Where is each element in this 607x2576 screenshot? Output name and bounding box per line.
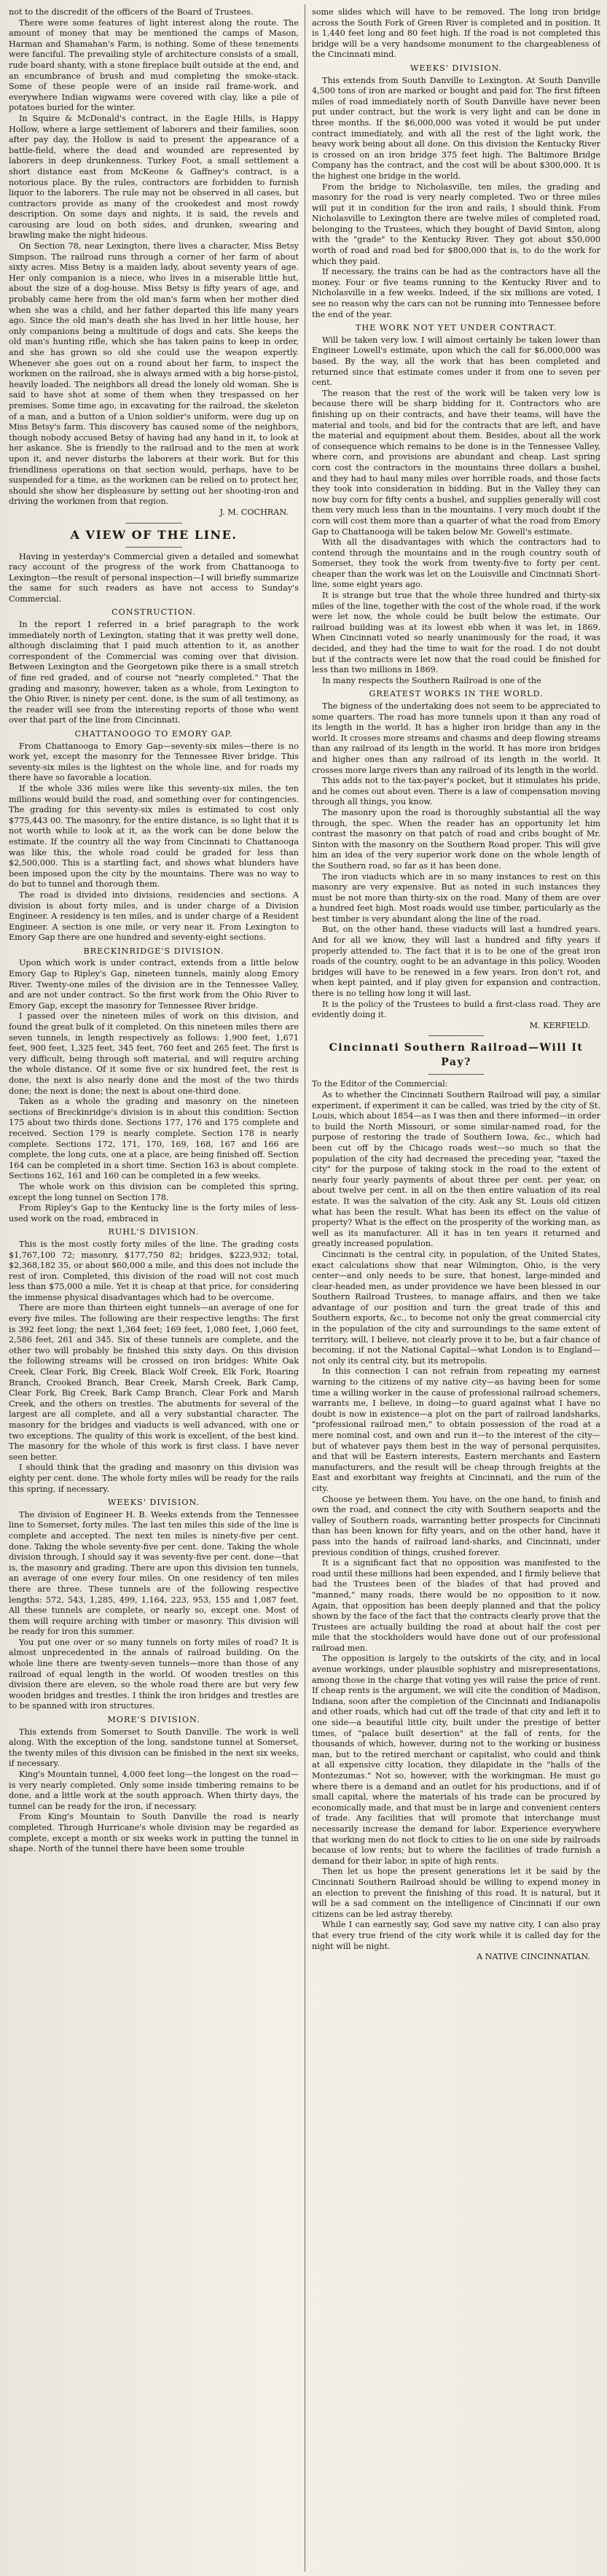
article-paragraph: This adds not to the tax-payer's pocket, but it stimulates his pride, and he comes out about even. There is a law of compensation moving through all things, you know. [312, 776, 600, 807]
section-heading-greatest: GREATEST WORKS IN THE WORLD. [369, 689, 544, 699]
article-paragraph: The reason that the rest of the work will be taken very low is because there will be sharp bidding for it. Contractors who are finishing up on their contracts, and have their teams, will have the material and tools, and bid for the contracts that are left, and have the material and equipment about them. Besides, about all the work of consequence which remains to be done is in the Tennessee Valley, where corn, and provisions are abundant and cheap. Last spring corn cost the contractors in the mountains three dollars a bushel, and they had to haul many miles over horrible roads, and those facts they took into consideration in bidding. But in the Valley they can now buy corn for fifty cents a bushel, and supplies generally will cost them very much less than in the mountains. I very much doubt if the corn will cost them more than a quarter of what the road from Emory Gap to Chattanooga will be taken below Mr. Gowell's estimate. [312, 388, 600, 537]
article-paragraph: Cincinnati is the central city, in population, of the United States, exact calculations show that near Wilmington, Ohio, is the very center—and only needs to be sure, that honest, large-minded and clear-headed men, as under providence we have been blessed in our Southern Railroad Trustees, to manage affairs, and then we take advantage of our position and turn the great trade of this and Southern exports, &c., to become not only the great commercial city in the population of the city and surroundings to the same extent of territory, will, I believe, not clearly prove it to be, but a fair chance of becoming, if not the National Capital—what London is to England—not only its central city, but its metropolis. [312, 1249, 600, 1366]
article-paragraph: From Chattanooga to Emory Gap—seventy-six miles—there is no work yet, except the masonry for the Tennessee River bridge. This seventy-six miles is the lightest on the whole line, and for roads my there have so favorable a location. [9, 741, 299, 783]
article-paragraph: The opposition is largely to the outskirts of the city, and in local avenue workings, under plausible sophistry and misrepresentations, among those in the charge that voting yes will raise the price of rent. If cheap rents is the argument, we will cite the condition of Madison, Indiana, soon after the completion of the Cincinnati and Indianapolis and other roads, which had cut off the trade of that city and left it to one side—a beautiful little city, built under the prestige of better times, of "palace built desertion" at the fall of rents, for the thousands of which, however, during not to the working or business man, but to the retired merchant or capitalist, who could and think at all expensive citty location, they dilapidate in the "halls of the Montezumas." Not so, however, with the workingman. He must go where there is a demand and an outlet for his productions, and if of small capital, where the materials of his trade can be procured by economically made, and that must be in large and convenient centers of trade. Any facilities that will promote that interchange must necessarily increase the demand for labor. Experience everywhere that working men do not flock to cities to lie on one side by railroads because of low rents; but to where the facilities of trade furnish a demand for their labor, in spite of high rents. [312, 1654, 600, 1866]
to-editor-line: To the Editor of the Commercial: [312, 1079, 448, 1089]
article-paragraph: some slides which will have to be removed. The long iron bridge across the South Fork of Green River is completed and in position. It is 1,440 feet long and 80 feet high. If the road is not completed this bridge will be a very handsome monument to the chargeableness of the Cincinnati mind. [312, 7, 600, 60]
ruhls-block [9, 1240, 299, 1495]
section-heading-weeks-right: WEEKS' DIVISION. [410, 63, 503, 73]
article-paragraph: This is the most costly forty miles of the line. The grading costs $1,767,100 72; masonry, $177,750 82; bridges, $223,932; total, $2,368,182 35, or about $60,000 a mile, and this does not include the rest of iron. Completed, this division of the road will not cost much less than $75,000 a mile. Yet it is cheap at that price, for considering the immense physical disadvantages which had to be overcome. [9, 1239, 299, 1302]
article-paragraph: On Section 78, near Lexington, there lives a character, Miss Betsy Simpson. The railroad runs through a corner of her farm of about sixty acres. Miss Betsy is a maiden lady, about seventy years of age. Her only companion is a niece, who lives in a miserable little hut, about the size of a dog-house. Miss Betsy is fifty years of age, and probably came here from the old man's farm when her mother died when she was a child, and her father departed this life many years ago. Since the old man's death she has lived in her little house, her only companions being a multitude of dogs and cats. She keeps the old man's hunting rifle, which she has taken pains to keep in order, and she has grown so old she could use the weapon expertly. Whenever she goes out on a round about her farm, to inspect the workmen on the railroad, she is always armed with a big horse-pistol, heavily loaded. The neighbors all dread the lonely old woman. She is said to have shot at some of them when they trespassed on her premises. Some time ago, in excavating for the railroad, the skeleton of a man, and a button of a Union soldier's uniform, were dug up on Miss Betsy's farm. This discovery has caused some of the neighbors, though nobody accused Betsy of having had any hand in it, to look at her askance. She is friendly to the railroad and to the men at work upon it, and never disturbs the laborers at their work. But for this friendliness operations on that section would, perhaps, have to be suspended for a time, as the workmen can be relied on to protect her, should she show her displeasure by setting out her shooting-iron and driving the workmen from that region. [9, 241, 299, 507]
divider [125, 547, 182, 548]
article-paragraph: The whole work on this division can be completed this spring, except the long tunnel on Section 178. [9, 1181, 299, 1202]
article-paragraph: This extends from South Danville to Lexington. At South Danville 4,500 tons of iron are marked or bought and paid for. The first fifteen miles of road immediately north of South Danville have never been put under contract, but the work is very light and can be done in three months. If the $6,000,000 was voted it would be put under contract immediately, and with all the rest of the light work, the heavy work being about all done. On this division the Kentucky River is crossed on an iron bridge 375 feet high. The Baltimore Bridge Company has the contract, and the cost will be about $300,000. It is the highest one bridge in the world. [312, 75, 600, 181]
article-paragraph: As to whether the Cincinnati Southern Railroad will pay, a similar experiment, if experiment it can be called, was tried by the city of St. Louis, which about 1854—as I was then and there informed—in order to build the North Missouri, or some similar-named road, for the purpose of restoring the trade of Southern Iowa, &c., which had been cut off by the Chicago roads west—so much so that the population of the city had decreased the preceding year, "taxed the city" for the purpose of taking stock in the road to the extent of nearly four yearly payments of about three per cent. per year, on about twelve per cent. in all on the then entire valuation of its real estate. It was the salvation of the city. Ask any St. Louis old citizen what has been the result. What has been its effect on the value of property? What is the effect on the prosperity of the working man, as well as its manufacturer. All it has in ten years it returned and greatly increased population. [312, 1090, 600, 1249]
article-paragraph: King's Mountain tunnel, 4,000 feet long—the longest on the road—is very nearly completed. Only some inside timbering remains to be done, and a little work at the south approach. When thirty days, the tunnel can be ready for the iron, if necessary. [9, 1770, 299, 1811]
article-paragraph: The division of Engineer H. B. Weeks extends from the Tennessee line to Somerset, forty miles. The last ten miles this side of the line is complete and accepted. The next ten miles is ninety-five per cent. done. Taking the whole seventy-five per cent. done. Taking the whole division through, I should say it was seventy-five per cent. done—that is, the masonry and grading. There are upon this division ten tunnels, an average of one every four miles. On one residency of ten miles there are three. These tunnels are of the following respective lengths: 572, 543, 1,285, 499, 1,164, 223, 953, 155 and 1,087 feet. All these tunnels are complete, or nearly so, except one. Most of them will require arching with timber or masonry. This division will be ready for iron this summer. [9, 1509, 299, 1637]
section-heading-ruhls: RUHL'S DIVISION. [108, 1227, 200, 1237]
article-paragraph: If the whole 336 miles were like this seventy-six miles, the ten millions would build the road, and something over for contingencies. The grading for this seventy-six miles is estimated to cost only $775,443 00. The masonry, for the entire distance, is so light that it is not worth while to look at it, as the work can be done below the estimate. If the country all the way from Cincinnati to Chattanooga was like this, the whole road could be graded for less than $2,500,000. This is a startling fact, and shows what blunders have been imposed upon the city by the mountains. There was no way to do but to tunnel and thorough them. [9, 783, 299, 890]
construction-block [9, 620, 299, 726]
article-paragraph: If necessary, the trains can be had as the contractors have all the money. Four or five teams running to the Kentucky River and to Nicholasville in a few weeks. Indeed, if the six millions are voted, I see no reason why the cars can not be running into Tennessee before the end of the year. [312, 267, 600, 319]
right-column [312, 7, 600, 2567]
southern-note: In many respects the Southern Railroad is one of the [322, 675, 541, 685]
chattanooga-block [9, 742, 299, 943]
article-paragraph: Having in yesterday's Commercial given a detailed and somewhat racy account of the progress of the work from Chattanooga to Lexington—the result of personal inspection—I will briefly summarize the same for such readers as have not access to Sunday's Commercial. [9, 551, 299, 604]
article-paragraph: Taken as a whole the grading and masonry on the nineteen sections of Breckinridge's division is in about this condition: Section 175 about two thirds done. Sections 177, 176 and 175 complete and received. Section 179 is nearly complete. Section 178 is nearly complete. Sections 172, 171, 170, 169, 168, 167 and 166 are complete, the long cuts, one at a place, are being finished off. Section 164 can be completed in a short time. Section 163 is about complete. Sections 162, 161 and 160 can be completed in a few weeks. [9, 1097, 299, 1181]
divider [125, 523, 182, 524]
article-paragraph: It is strange but true that the whole three hundred and thirty-six miles of the line, together with the cost of the whole road, if the work were let now, the whole could be built below the estimate. Our railroad building was at its lowest ebb when it was let, in 1869. When Cincinnati voted so nearly unanimously for the road, it was decided, and they had the time to wait for the road. I do not doubt but if the contracts were let now that the road could be finished for less than two millions in 1869. [312, 591, 600, 675]
line-block [9, 552, 299, 605]
breckinridge-block [9, 958, 299, 1224]
article-paragraph: It is a significant fact that no opposition was manifested to the road until these millions had been expended, and I firmly believe that had the Trustees been of the blades of that had proved and "manned," many roads, there would be no opposition to it now. Again, that opposition has been deeply planned and that the policy shown by the face of the fact that the contracts clearly prove that the Trustees are actually building the road at about half the cost per mile that the stockholders would have done out of our professional railroad men. [312, 1558, 600, 1653]
article-paragraph: From the bridge to Nicholasville, ten miles, the grading and masonry for the road is very nearly completed. Two or three miles will put it in condition for the iron and rails, I should think. From Nicholasville to Lexington there are twelve miles of completed road, belonging to the Trustees, which they bought of David Sinton, along with the "grade" to the Kentucky River. They got about $50,000 worth of road and road bed for $800,000 that is, to do the work for which they paid. [312, 182, 600, 266]
contract-block [312, 335, 600, 676]
section-heading-construction: CONSTRUCTION. [111, 607, 196, 618]
article-paragraph: From King's Mountain to South Danville the road is nearly completed. Through Hurricane's whole division may be regarded as complete, except a month or six weeks work in putting the tunnel in shape. North of the tunnel there have been some trouble [9, 1812, 299, 1854]
article-paragraph: Upon which work is under contract, extends from a little below Emory Gap to Ripley's Gap, nineteen tunnels, mainly along Emory River. Twenty-one miles of the division are in the Tennessee Valley, and are not under contract. So the first work from the Ohio River to Emory Gap, except the masonry for Tennessee River bridge. [9, 958, 299, 1011]
section-heading-more: MORE'S DIVISION. [107, 1715, 200, 1725]
right-intro-block [312, 7, 600, 61]
article-paragraph: The iron viaducts which are in so many instances to rest on this masonry are very expensive. But as noted in such instances they must be not more than thirty-six on the road. Many of them are over a hundred feet high. Most roads would use timber, particularly as the best timber is very abundant along the line of the road. [312, 871, 600, 924]
signature-cochran: J. M. COCHRAN. [219, 507, 289, 517]
section-heading-breckinridge: BRECKINRIDGE'S DIVISION. [83, 946, 224, 956]
article-paragraph: The masonry upon the road is thoroughly substantial all the way through, the spec. When the reader has an opportunity let him contrast the masonry on that patch of road and cribs bought of Mr. Sinton with the masonry on the Southern Road proper. This will give him an idea of the very superior work done on the whole length of the Southern road, so far as it has been done. [312, 807, 600, 871]
article-paragraph: The road is divided into divisions, residencies and sections. A division is about forty miles, and is under charge of a Division Engineer. A residency is ten miles, and is under charge of a Resident Engineer. A section is one mile, or very near it. From Lexington to Emory Gap there are one hundred and seventy-eight sections. [9, 890, 299, 943]
more-block [9, 1727, 299, 1855]
section-heading-weeks: WEEKS' DIVISION. [107, 1498, 200, 1508]
article-paragraph: With all the disadvantages with which the contractors had to contend through the mountains and in the rough country south of Somerset, they took the work from twenty-five to forty per cent. cheaper than the work was let on the Louisville and Cincinnati Short-line, some eight years ago. [312, 537, 600, 590]
article-paragraph: I should think that the grading and masonry on this division was eighty per cent. done. The whole forty miles will be ready for the rails this spring, if necessary. [9, 1463, 299, 1494]
article-paragraph: In this connection I can not refrain from repeating my earnest warning to the citizens of my native city—as having been for some time a willing worker in the cause of professional railroad schemers, warrants me, I believe, in doing—to guard against what I have no doubt is now in existence—a plot on the part of railroad landsharks, "professional railroad men," to obtain possession of the road at a mere nominal cost, and own and run it—to the interest of the city—but of whatever pays them best in the way of personal perquisites, and that will be Eastern interests, Eastern merchants and Eastern manufacturers, and the result will be cheap through freights at the East and exorbitant way freights at Cincinnati, and the ruin of the city. [312, 1366, 600, 1493]
article-paragraph: Will be taken very low. I will almost certainly be taken lower than Engineer Lowell's estimate, upon which the call for $6,000,000 was based. By the way, all the work that has been completed and returned since that estimate comes under it from one to seven per cent. [312, 335, 600, 388]
greatest-block [312, 701, 600, 1021]
weeks-block [9, 1510, 299, 1712]
left-column [9, 7, 299, 2567]
southern-block [312, 1090, 600, 1952]
article-paragraph: In Squire & McDonald's contract, in the Eagle Hills, is Happy Hollow, where a large settlement of laborers and their families, soon after pay day, the Hollow is said to present the appearance of a battle-field, where the dead and wounded are represented by laborers in deep drunkenness. Turkey Foot, a small settlement a short distance east from McKeone & Gaffney's contract, is a notorious place. By the rules, contractors are forbidden to furnish liquor to the laborers. The rule may not be observed in all cases, but contractors provide as many of the crookedest and most rowdy description. On some days and nights, it is said, the revels and carousing are loud on both sides, and drunken, swearing and brawling make the night hideous. [9, 113, 299, 241]
article-paragraph: You put one over or so many tunnels on forty miles of road? It is almost unprecedented in the annals of railroad building. On the whole line there are twenty-seven tunnels—more than those of any railroad of equal length in the world. Of wooden trestles on this division there are eleven, so the whole road there are but very few wooden bridges and trestles. I think the iron bridges and trestles are to be spanned with iron structures. [9, 1637, 299, 1711]
intro-block [9, 7, 299, 507]
headline-will-it-pay: Cincinnati Southern Railroad—Will It Pay? [329, 1042, 584, 1069]
signature-kerfield: M. KERFIELD. [529, 1020, 590, 1030]
headline-view-of-line: A VIEW OF THE LINE. [70, 527, 238, 542]
article-paragraph: I passed over the nineteen miles of work on this division, and found the great bulk of it completed. On this nineteen miles there are seven tunnels, in length respectively as follows: 1,900 feet, 1,671 feet, 900 feet, 1,325 feet, 345 feet, 760 feet and 265 feet. The first is very difficult, being through soft material, and will require arching the whole distance. Of it some five or six hundred feet, the rest is done, the next is also nearly done and the most of the two thirds done; the next is done; the next is about one-third done. [9, 1011, 299, 1096]
section-heading-chattanooga: CHATTANOOGO TO EMORY GAP. [74, 729, 233, 739]
article-paragraph: This extends from Somerset to South Danville. The work is well along. With the exception of the long, sandstone tunnel at Somerset, the twenty miles of this division can be finished in the next six weeks, if necessary. [9, 1727, 299, 1769]
article-paragraph: In the report I referred in a brief paragraph to the work immediately north of Lexington, stating that it was pretty well done, although disclaiming that I paid much attention to it, as another correspondent of the Commercial was coming over that division. Between Lexington and the Georgetown pike there is a small stretch of fine red graded, and of course not "nearly completed." That the grading and masonry, however, taken as a whole, from Lexington to the Ohio River, is ninety per cent. done, is the sum of all testimony, as the reader will see from the interesting reports of those who went over that part of the line from Cincinnati. [9, 620, 299, 725]
article-paragraph: There were some features of light interest along the route. The amount of money that may be mentioned the camps of Mason, Harman and Shamahan's Farm, is nothing. Some of these tenements were fanciful. The prevailing style of architecture consists of a small, rude board shanty, with a stone fireplace built outside at the end, and an encumbrance of brush and mud completing the smoke-stack. Some of these people were of an inside rail frame-work, and everywhere Indian wigwams were covered with clay, like a pile of potatoes buried for the winter. [9, 17, 299, 113]
right-weeks-block [312, 76, 600, 321]
article-paragraph: From Ripley's Gap to the Kentucky line is the forty miles of less-used work on the road, embraced in [9, 1203, 299, 1223]
article-paragraph: While I can earnestly say, God save my native city, I can also pray that every true friend of the city work while it is called day for the night will be night. [312, 1920, 600, 1951]
article-paragraph: But, on the other hand, these viaducts will last a hundred years. And for all we know, they will last a hundred and fifty years if properly attended to. The fact that it is to be one of the great iron roads of the country, ought to be an advantage in this policy. Wooden bridges will have to be renewed in a few years. Iron don't rot, and when kept painted, and if play given for expansion and contraction, there is no telling how long it will last. [312, 925, 600, 999]
article-paragraph: It is the policy of the Trustees to build a first-class road. They are evidently doing it. [312, 999, 600, 1020]
divider [428, 1074, 484, 1075]
section-heading-contract: THE WORK NOT YET UNDER CONTRACT. [355, 323, 557, 333]
divider [428, 1035, 484, 1036]
article-paragraph: Then let us hope the present generations let it be said by the Cincinnati Southern Railroad should be willing to expend money in an election to prevent the finishing of this road. It is natural, but it will be a sad comment on the intelligence of Cincinnati if our own citizens can be led astray thereby. [312, 1867, 600, 1919]
article-paragraph: The bigness of the undertaking does not seem to be appreciated to some quarters. The road has more tunnels upon it than any road of its length in the world. It has a higher iron bridge than any in the world. It crosses more streams and chasms and deep flowing streams than any railroad of its length in the world. It has more iron bridges and higher ones than any railroad of its length in the world. It crosses more large rivers than any railroad of its length in the world. [312, 701, 600, 775]
article-paragraph: There are more than thirteen eight tunnels—an average of one for every five miles. The following are their respective lengths: The first is 392 feet long; the next 1,364 feet; 169 feet, 1,080 feet, 1,060 feet, 2,586 feet, 261 and 345. Six of these tunnels are complete, and the other two will probably be finished this sixty days. On this division the following streams will be crossed on iron bridges: White Oak Creek, Clear Fork, Big Creek, Black Wolf Creek, Elk Fork, Roaring Branch, Crooked Branch, Bear Creek, Marsh Creek, Bark Camp, Clear Fork, Big Creek, Bark Camp Branch, Clear Fork and Marsh Creek, and the others on trestles. The abutments for several of the largest are all complete, and all a very substantial character. The masonry for the bridges and viaducts is well advanced, with one or two exceptions. The quality of this work is excellent, of the best kind. The masonry for the whole of this work is first class. I have never seen better. [9, 1303, 299, 1462]
article-paragraph: not to the discredit of the officers of the Board of Trustees. [9, 7, 254, 17]
signature-native-cincinnatian: A NATIVE CINCINNATIAN. [477, 1952, 590, 1962]
article-paragraph: Choose ye between them. You have, on the one hand, to finish and own the road, and connect the city with Southern seaports and the valley of Southern roads, warranting better prospects for Cincinnati than has been known for fifty years, and on the other hand, have it pass into the hands of railroad land-sharks, and Cincinnati, under previous condition of things, crushed forever. [312, 1494, 600, 1557]
